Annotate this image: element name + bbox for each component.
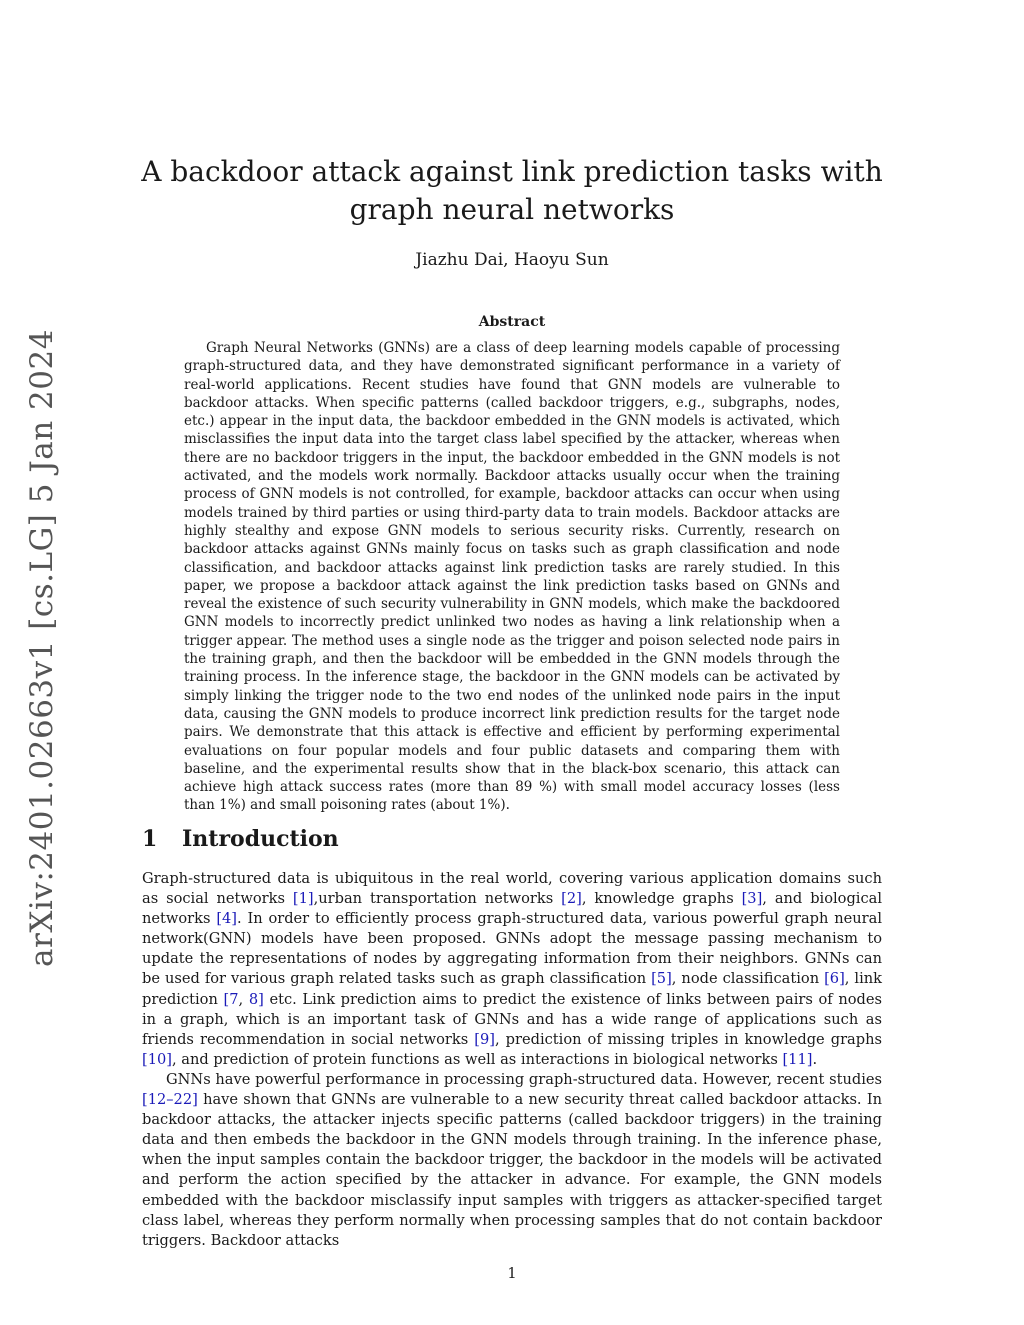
text-run: , knowledge graphs: [581, 890, 742, 908]
abstract-text: Graph Neural Networks (GNNs) are a class of deep learning models capable of processing graph-structured data, and they have demonstrated significant performance in a variety of real-world applications. Recent studies have found that GNN models are vulnerable to backdoor attacks. When specific patterns (called backdoor triggers, e.g., subgraphs, nodes, etc.) appear in the input data, the backdoor embedded in the GNN models is activated, which misclassifies the input data into the target class label specified by the attacker, whereas when there are no backdoor triggers in the input, the backdoor embedded in the GNN models is not activated, and the models work normally. Backdoor attacks usually occur when the training process of GNN models is not controlled, for example, backdoor attacks can occur when using models trained by third parties or using third-party data to train models. Backdoor attacks are highly stealthy and expose GNN models to serious security risks. Currently, research on backdoor attacks against GNNs mainly focus on tasks such as graph classification and node classification, and backdoor attacks against link prediction tasks are rarely studied. In this paper, we propose a backdoor attack against the link prediction tasks based on GNNs and reveal the existence of such security vulnerability in GNN models, which make the backdoored GNN models to incorrectly predict unlinked two nodes as having a link relationship when a trigger appear. The method uses a single node as the trigger and poison selected node pairs in the training graph, and then the backdoor will be embedded in the GNN models through the training process. In the inference stage, the backdoor in the GNN models can be activated by simply linking the trigger node to the two end nodes of the unlinked node pairs in the input data, causing the GNN models to produce incorrect link prediction results for the target node pairs. We demonstrate that this attack is effective and efficient by performing experimental evaluations on four popular models and four public datasets and comparing them with baseline, and the experimental results show that in the black-box scenario, this attack can achieve high attack success rates (more than 89 %) with small model accuracy losses (less than 1%) and small poisoning rates (about 1%).: [184, 340, 840, 814]
text-run: , and biological networks: [142, 890, 882, 928]
citation-link[interactable]: [6]: [824, 970, 845, 988]
citation-bracket: [: [223, 990, 230, 1008]
text-run: have shown that GNNs are vulnerable to a new security threat called backdoor attacks. In backdoor attacks, the attacker injects specific patterns (called backdoor triggers) in the training data and then embeds the backdoor in the GNN models through training. In the inference phase, when the input samples contain the backdoor trigger, the backdoor in the models will be activated and perform the action specified by the attacker in advance. For example, the GNN models embedded with the backdoor misclassify input samples with triggers as attacker-specified target class label, whereas they perform normally when processing samples that do not contain backdoor triggers. Backdoor attacks: [142, 1091, 882, 1249]
citation-link[interactable]: [12–22]: [142, 1091, 198, 1109]
text-run: etc. Link prediction aims to predict the existence of links between pairs of nodes in a graph, which is an important task of GNNs and has a wide range of applications such as friends recommendation in social networks: [142, 990, 882, 1048]
paper-authors: Jiazhu Dai, Haoyu Sun: [415, 250, 609, 270]
citation-link[interactable]: [10]: [142, 1050, 172, 1068]
citation-bracket: ]: [258, 990, 264, 1008]
intro-paragraph-2: [142, 1070, 882, 1251]
abstract-heading: Abstract: [478, 314, 546, 330]
section-number: 1: [142, 826, 158, 852]
citation-link[interactable]: [11]: [782, 1050, 813, 1068]
citation-link[interactable]: 7: [229, 990, 239, 1008]
text-run: ,: [238, 990, 249, 1008]
citation-link[interactable]: [1]: [292, 890, 314, 908]
intro-paragraph-1: [142, 869, 882, 1070]
text-run: , prediction of missing triples in knowledge graphs: [494, 1030, 882, 1048]
introduction-body: [142, 869, 882, 1251]
citation-link[interactable]: 8: [248, 990, 259, 1008]
text-run: , and prediction of protein functions as well as interactions in biological networks: [171, 1050, 783, 1068]
paper-title: A backdoor attack against link prediction tasks with graph neural networks: [141, 155, 883, 226]
text-run: , node classification: [671, 970, 825, 988]
citation-link[interactable]: [3]: [741, 890, 763, 908]
text-run: . In order to efficiently process graph-structured data, various powerful graph neural network(GNN) models have been proposed. GNNs adopt the message passing mechanism to update the representations of nodes by aggregating information from their neighbors. GNNs can be used for various graph related tasks such as graph classification: [142, 910, 882, 988]
citation-link[interactable]: [5]: [651, 970, 672, 988]
text-run: ,urban transportation networks: [313, 890, 562, 908]
citation-link[interactable]: [2]: [561, 890, 582, 908]
text-run: .: [812, 1050, 818, 1068]
text-run: , link prediction: [142, 970, 883, 1008]
page-number: 1: [507, 1265, 517, 1282]
text-run: GNNs have powerful performance in processing graph-structured data. However, recent studies: [166, 1070, 882, 1088]
arxiv-identifier: arXiv:2401.02663v1 [cs.LG] 5 Jan 2024: [24, 329, 60, 967]
section-title: Introduction: [182, 826, 339, 852]
section-heading: [142, 824, 339, 854]
citation-link[interactable]: [4]: [216, 910, 237, 928]
text-run: Graph-structured data is ubiquitous in the real world, covering various application domains such as social networks: [142, 870, 882, 908]
citation-link[interactable]: [9]: [474, 1030, 495, 1048]
